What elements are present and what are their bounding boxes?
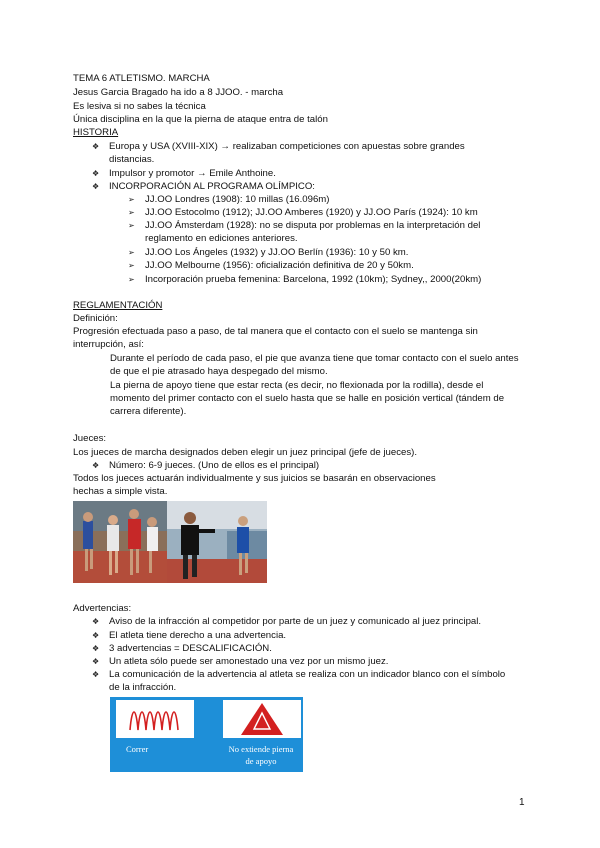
page-number: 1 [519,797,525,808]
definicion-paragraph-2: La pierna de apoyo tiene que estar recta (es decir, no flexionada por la rodilla), desde el momento del primer contacto con el suelo hasta que se halle en posición vertical (tándem de carrera diferente). [110,380,505,417]
arrow-bullet-icon: ➢ [128,195,135,204]
intro-line-2: Es lesiva si no sabes la técnica [73,101,206,112]
doc-title: TEMA 6 ATLETISMO. MARCHA [73,73,210,84]
diamond-bullet-icon: ❖ [92,461,100,470]
arrow-bullet-icon: ➢ [128,208,135,217]
historia-heading: HISTORIA [73,127,119,138]
list-item: ➢ JJ.OO Los Ángeles (1932) y JJ.OO Berlín (1936): 10 y 50 km. [128,247,409,258]
arrow-bullet-icon: ➢ [128,248,135,257]
diamond-bullet-icon: ❖ [92,657,100,666]
list-item: ➢ JJ.OO Melbourne (1956): oficialización definitiva de 20 y 50km. [128,260,414,271]
reglamentacion-heading: REGLAMENTACIÓN [73,300,163,311]
jueces-line-2: Todos los jueces actuarán individualmente y sus juicios se basarán en observaciones [73,473,436,484]
list-item: ❖ Aviso de la infracción al competidor por parte de un juez y comunicado al juez principal. [92,616,482,627]
arrow-bullet-icon: ➢ [128,221,135,230]
definicion-label: Definición: [73,313,118,324]
jueces-line-1: Los jueces de marcha designados deben elegir un juez principal (jefe de jueces). [73,447,417,458]
list-item: ❖ INCORPORACIÓN AL PROGRAMA OLÍMPICO: [92,181,315,192]
definicion-text: Progresión efectuada paso a paso, de tal manera que el contacto con el suelo se mantenga sin interrupción, así: [73,326,478,350]
definicion-paragraph-1: Durante el período de cada paso, el pie que avanza tiene que tomar contacto con el suelo antes de que el pie atrasado haya despegado del mismo. [110,353,519,377]
diamond-bullet-icon: ❖ [92,631,100,640]
diamond-bullet-icon: ❖ [92,617,100,626]
diamond-bullet-icon: ❖ [92,644,100,653]
list-item: ❖ Europa y USA (XVIII-XIX) → realizaban competiciones con apuestas sobre grandes distancias. [92,141,465,165]
diamond-bullet-icon: ❖ [92,142,100,151]
jueces-line-3: hechas a simple vista. [73,486,168,497]
list-item: ❖ Impulsor y promotor → Emile Anthoine. [92,168,276,179]
list-item: ➢ JJ.OO Londres (1908): 10 millas (16.096m) [128,194,330,205]
judge-photo [167,501,267,583]
list-item: ➢ JJ.OO Estocolmo (1912); JJ.OO Amberes (1920) y JJ.OO París (1924): 10 km [128,207,478,218]
diamond-bullet-icon: ❖ [92,169,100,178]
no-extiende-label-1: No extiende pierna [228,744,294,754]
list-item: ❖ La comunicación de la advertencia al atleta se realiza con un indicador blanco con el símbolo de la infracción. [92,669,506,693]
wave-icon [116,700,194,738]
correr-label: Correr [126,744,149,754]
list-item: ❖ 3 advertencias = DESCALIFICACIÓN. [92,643,272,654]
triangle-icon [223,700,301,738]
list-item: ➢ Incorporación prueba femenina: Barcelona, 1992 (10km); Sydney,, 2000(20km) [128,274,482,285]
arrow-bullet-icon: ➢ [128,261,135,270]
correr-sign [116,700,194,738]
diamond-bullet-icon: ❖ [92,182,100,191]
intro-line-1: Jesus Garcia Bragado ha ido a 8 JJOO. - marcha [73,87,284,98]
no-extiende-label-2: de apoyo [245,756,277,766]
intro-line-3: Única disciplina en la que la pierna de ataque entra de talón [73,114,328,125]
race-walkers-photo [73,501,167,583]
list-item: ❖ Un atleta sólo puede ser amonestado una vez por un mismo juez. [92,656,389,667]
arrow-bullet-icon: ➢ [128,275,135,284]
warning-signs-image [110,697,303,772]
list-item: ❖ El atleta tiene derecho a una advertencia. [92,630,287,641]
advertencias-label: Advertencias: [73,603,132,614]
list-item: ➢ JJ.OO Ámsterdam (1928): no se disputa por problemas en la interpretación del reglamento en ediciones anteriores. [128,220,481,244]
diamond-bullet-icon: ❖ [92,670,100,679]
jueces-label: Jueces: [73,433,107,444]
list-item: ❖ Número: 6-9 jueces. (Uno de ellos es el principal) [92,460,320,471]
no-extiende-sign [223,700,301,738]
